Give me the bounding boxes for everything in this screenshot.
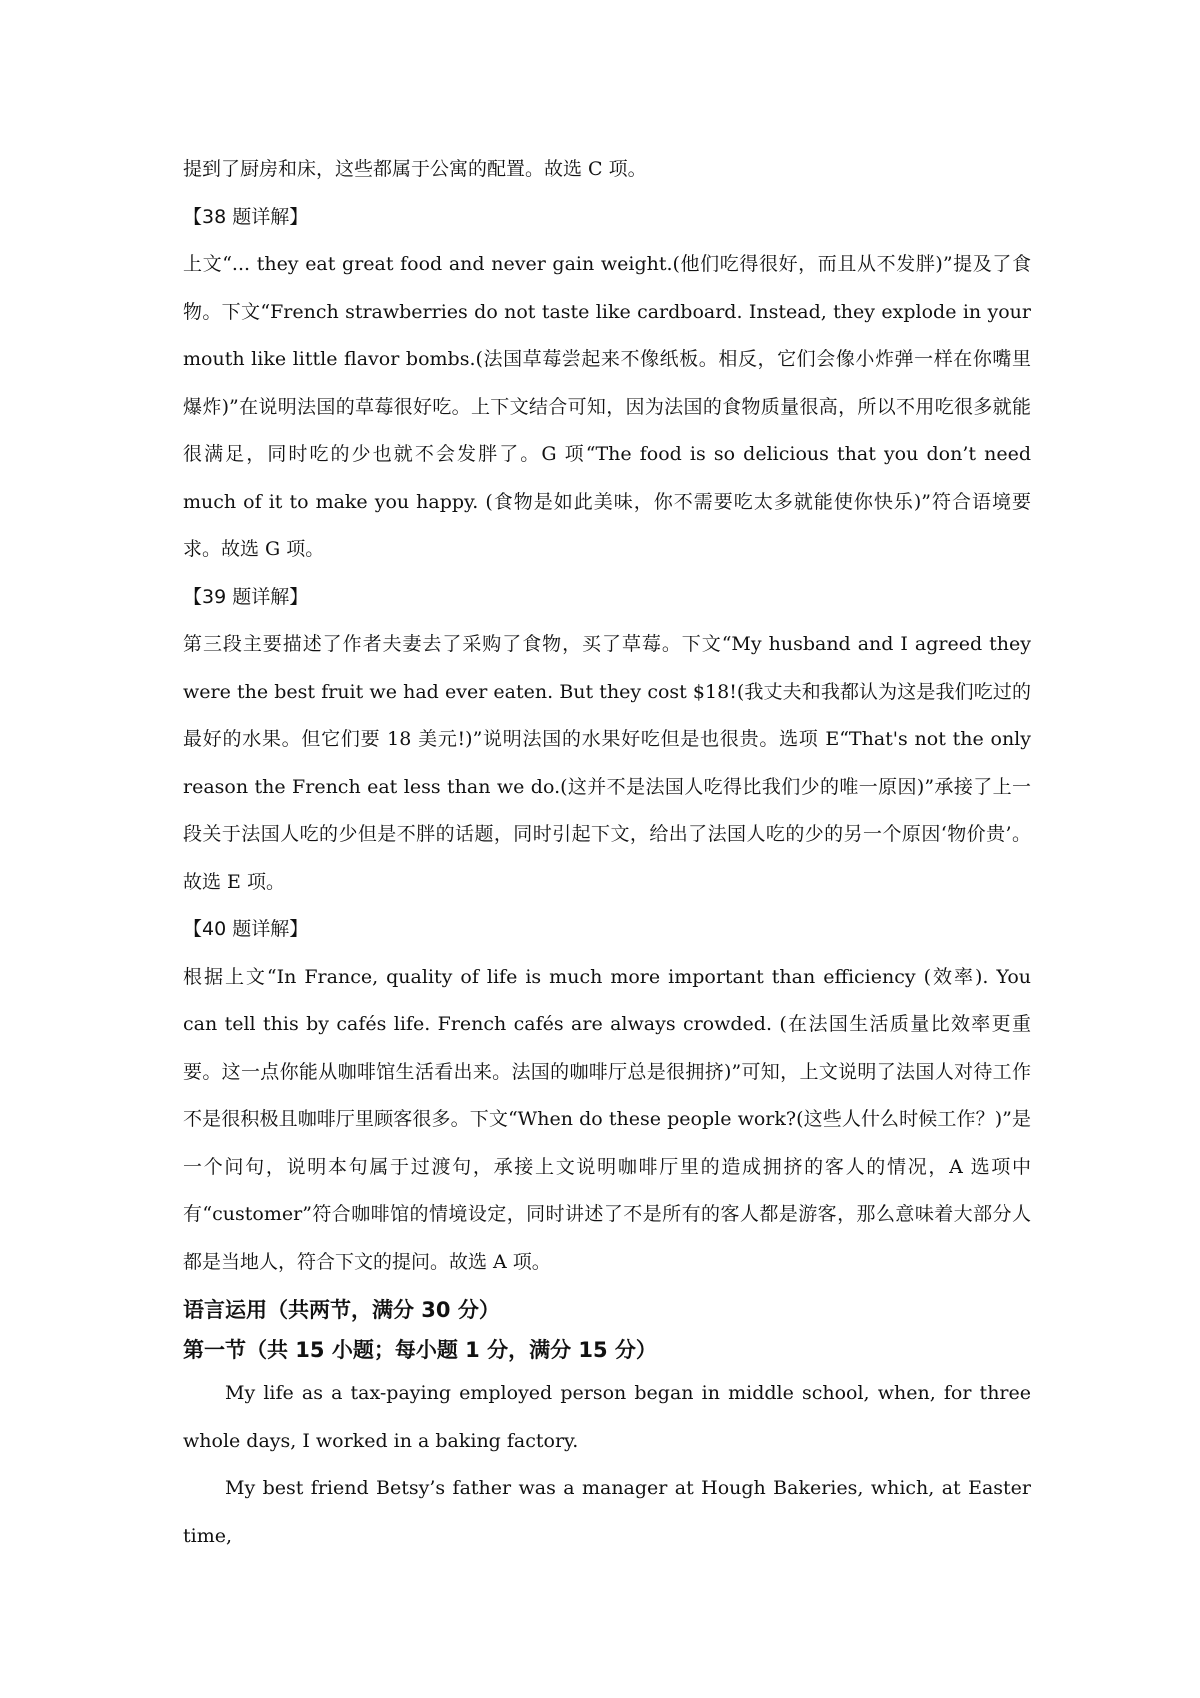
q40-heading: 【40 题详解】 (183, 918, 309, 940)
q38-explanation: 上文“... they eat great food and never gain weight.(他们吃得很好，而且从不发胖)”提及了食物。下文“French strawberries do not taste like cardboard. Instead, they explode in your mouth like little flavor bombs.(法国草莓尝起来不像纸板。相反，它们会像小炸弹一样在你嘴里爆炸)”在说明法国的草莓很好吃。上下文结合可知，因为法国的食物质量很高，所以不用吃很多就能很满足，同时吃的少也就不会发胖了。G 项“The food is so delicious that you don’t need much of it to make you happy. (食物是如此美味，你不需要吃太多就能使你快乐)”符合语境要求。故选 G 项。 (183, 253, 1031, 560)
subsection-title: 第一节（共 15 小题；每小题 1 分，满分 15 分） (183, 1338, 657, 1362)
document-content (183, 146, 1031, 1560)
q37-explanation-tail: 提到了厨房和床，这些都属于公寓的配置。故选 C 项。 (183, 158, 647, 180)
q40-explanation: 根据上文“In France, quality of life is much more important than efficiency (效率). You can tell this by cafés life. French cafés are always crowded. (在法国生活质量比效率更重要。这一点你能从咖啡馆生活看出来。法国的咖啡厅总是很拥挤)”可知，上文说明了法国人对待工作不是很积极且咖啡厅里顾客很多。下文“When do these people work?(这些人什么时候工作？)”是一个问句，说明本句属于过渡句，承接上文说明咖啡厅里的造成拥挤的客人的情况，A 选项中有“customer”符合咖啡馆的情境设定，同时讲述了不是所有的客人都是游客，那么意味着大部分人都是当地人，符合下文的提问。故选 A 项。 (183, 965, 1031, 1273)
section-title: 语言运用（共两节，满分 30 分） (183, 1298, 500, 1322)
q38-heading: 【38 题详解】 (183, 205, 309, 228)
q39-explanation: 第三段主要描述了作者夫妻去了采购了食物，买了草莓。下文“My husband and I agreed they were the best fruit we had ever eaten. But they cost $18!(我丈夫和我都认为这是我们吃过的最好的水果。但它们要 18 美元!)”说明法国的水果好吃但是也很贵。选项 E“That's not the only reason the French eat less than we do.(这并不是法国人吃得比我们少的唯一原因)”承接了上一段关于法国人吃的少但是不胖的话题，同时引起下文，给出了法国人吃的少的另一个原因‘物价贵’。故选 E 项。 (183, 633, 1031, 893)
passage-paragraph-1: My life as a tax-paying employed person began in middle school, when, for three whole days, I worked in a baking factory. (183, 1382, 1031, 1452)
passage-paragraph-2: My best friend Betsy’s father was a manager at Hough Bakeries, which, at Easter time, (183, 1477, 1031, 1547)
q39-heading: 【39 题详解】 (183, 585, 309, 608)
